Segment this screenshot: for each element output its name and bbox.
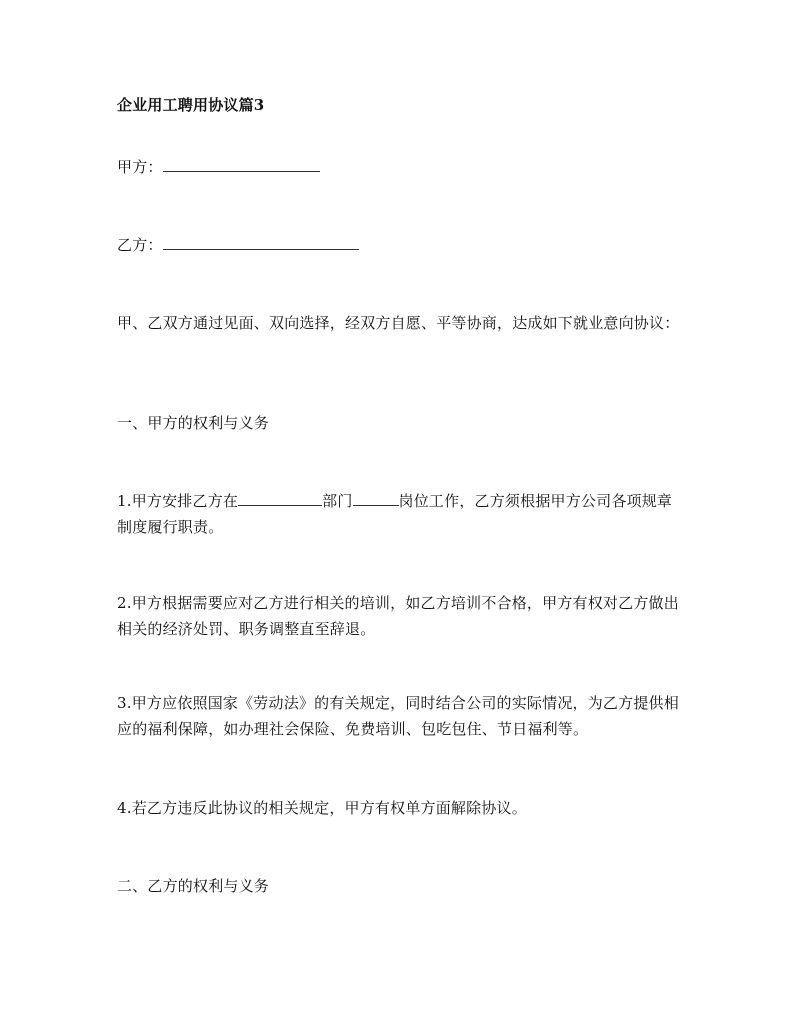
item-1-mid: 部门	[322, 492, 353, 510]
section-1-item-3: 3.甲方应依照国家《劳动法》的有关规定，同时结合公司的实际情况，为乙方提供相应的福利保障，如办理社会保险、免费培训、包吃包住、节日福利等。	[117, 694, 679, 738]
position-blank	[353, 491, 399, 506]
intro-paragraph: 甲、乙双方通过见面、双向选择，经双方自愿、平等协商，达成如下就业意向协议：	[117, 314, 680, 332]
party-b-blank	[163, 235, 359, 250]
item-1-prefix: 1.甲方安排乙方在	[117, 492, 239, 510]
party-b-line	[117, 232, 359, 258]
section-1-item-4: 4.若乙方违反此协议的相关规定，甲方有权单方面解除协议。	[117, 799, 527, 817]
section-1-heading: 一、甲方的权利与义务	[117, 414, 270, 432]
section-2-heading: 二、乙方的权利与义务	[117, 877, 270, 895]
party-a-line	[117, 154, 320, 180]
item-1-suffix: 岗位工作，乙方须根据甲方公司各项规章制度履行职责。	[117, 492, 673, 536]
party-a-label: 甲方：	[117, 158, 163, 176]
department-blank	[238, 491, 322, 506]
party-b-label: 乙方：	[117, 236, 163, 254]
document-title: 企业用工聘用协议篇3	[117, 96, 265, 114]
section-1-item-2: 2.甲方根据需要应对乙方进行相关的培训，如乙方培训不合格，甲方有权对乙方做出相关的经济处罚、职务调整直至辞退。	[117, 594, 679, 638]
party-a-blank	[163, 157, 320, 172]
section-1-item-1	[117, 488, 683, 540]
